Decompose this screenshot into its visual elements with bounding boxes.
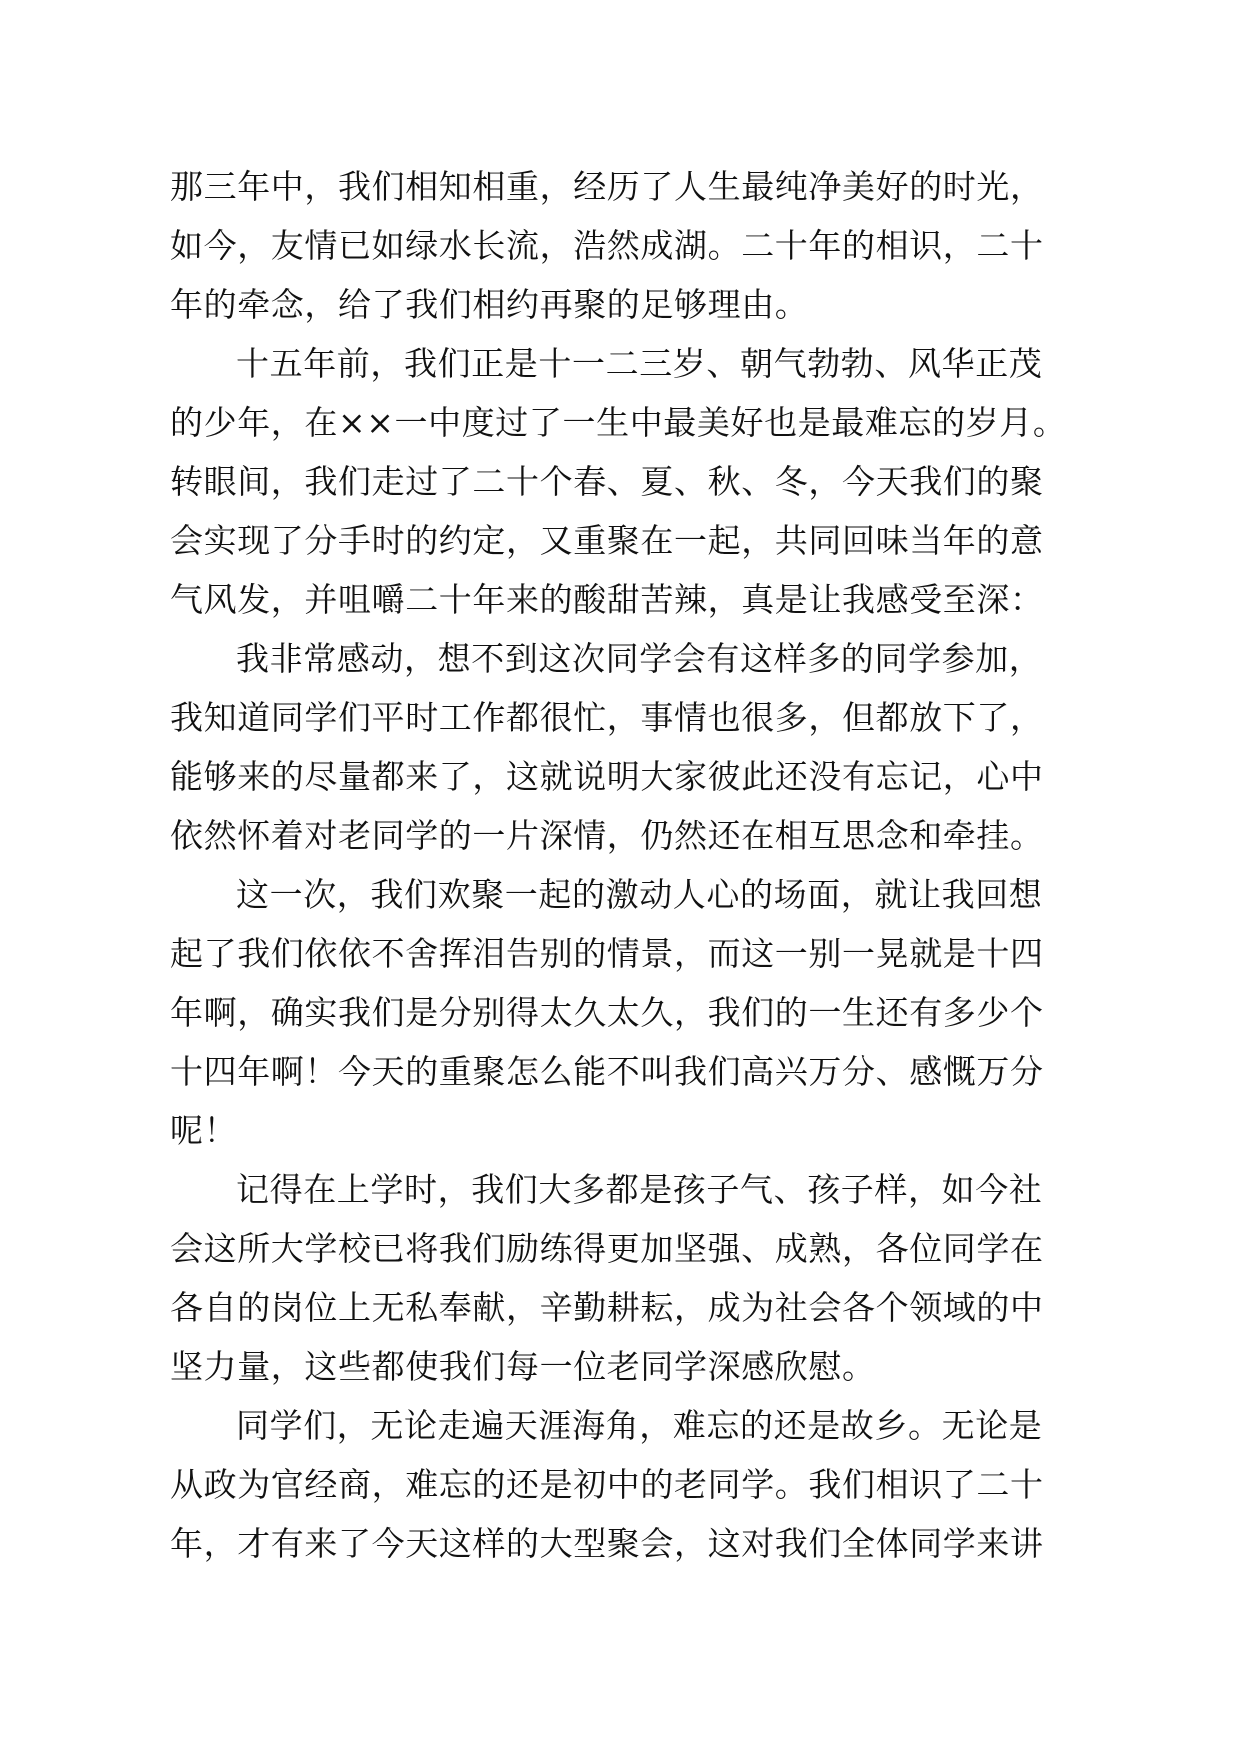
- paragraph-line: 如今，友情已如绿水长流，浩然成湖。二十年的相识，二十: [170, 226, 1044, 265]
- paragraph-line: 的少年，在××一中度过了一生中最美好也是最难忘的岁月。: [170, 403, 1067, 442]
- paragraph-4: [170, 865, 1070, 1160]
- paragraph-line: 十四年啊！今天的重聚怎么能不叫我们高兴万分、感慨万分: [170, 1052, 1044, 1091]
- paragraph-line: 转眼间，我们走过了二十个春、夏、秋、冬，今天我们的聚: [170, 462, 1044, 501]
- paragraph-6: [170, 1396, 1070, 1573]
- paragraph-line: 气风发，并咀嚼二十年来的酸甜苦辣，真是让我感受至深：: [170, 580, 1044, 619]
- paragraph-line: 年啊，确实我们是分别得太久太久，我们的一生还有多少个: [170, 993, 1044, 1032]
- paragraph-line: 这一次，我们欢聚一起的激动人心的场面，就让我回想: [236, 875, 1043, 914]
- paragraph-line: 各自的岗位上无私奉献，辛勤耕耘，成为社会各个领域的中: [170, 1288, 1044, 1327]
- paragraph-1: [170, 157, 1070, 334]
- paragraph-line: 坚力量，这些都使我们每一位老同学深感欣慰。: [170, 1347, 876, 1386]
- paragraph-line: 年，才有来了今天这样的大型聚会，这对我们全体同学来讲: [170, 1524, 1044, 1563]
- paragraph-line: 年的牵念，给了我们相约再聚的足够理由。: [170, 285, 809, 324]
- paragraph-line: 十五年前，我们正是十一二三岁、朝气勃勃、风华正茂: [236, 344, 1043, 383]
- paragraph-line: 我知道同学们平时工作都很忙，事情也很多，但都放下了，: [170, 698, 1044, 737]
- paragraph-line: 同学们，无论走遍天涯海角，难忘的还是故乡。无论是: [236, 1406, 1043, 1445]
- paragraph-line: 依然怀着对老同学的一片深情，仍然还在相互思念和牵挂。: [170, 816, 1044, 855]
- paragraph-line: 能够来的尽量都来了，这就说明大家彼此还没有忘记，心中: [170, 757, 1044, 796]
- paragraph-line: 那三年中，我们相知相重，经历了人生最纯净美好的时光，: [170, 167, 1044, 206]
- paragraph-line: 我非常感动，想不到这次同学会有这样多的同学参加，: [236, 639, 1043, 678]
- paragraph-line: 记得在上学时，我们大多都是孩子气、孩子样，如今社: [236, 1170, 1043, 1209]
- paragraph-5: [170, 1160, 1070, 1396]
- paragraph-line: 会实现了分手时的约定，又重聚在一起，共同回味当年的意: [170, 521, 1044, 560]
- paragraph-2: [170, 334, 1070, 629]
- paragraph-line: 呢！: [170, 1111, 238, 1150]
- paragraph-line: 会这所大学校已将我们励练得更加坚强、成熟，各位同学在: [170, 1229, 1044, 1268]
- paragraph-line: 从政为官经商，难忘的还是初中的老同学。我们相识了二十: [170, 1465, 1044, 1504]
- paragraph-line: 起了我们依依不舍挥泪告别的情景，而这一别一晃就是十四: [170, 934, 1044, 973]
- paragraph-3: [170, 629, 1070, 865]
- document-page: [170, 0, 1070, 1754]
